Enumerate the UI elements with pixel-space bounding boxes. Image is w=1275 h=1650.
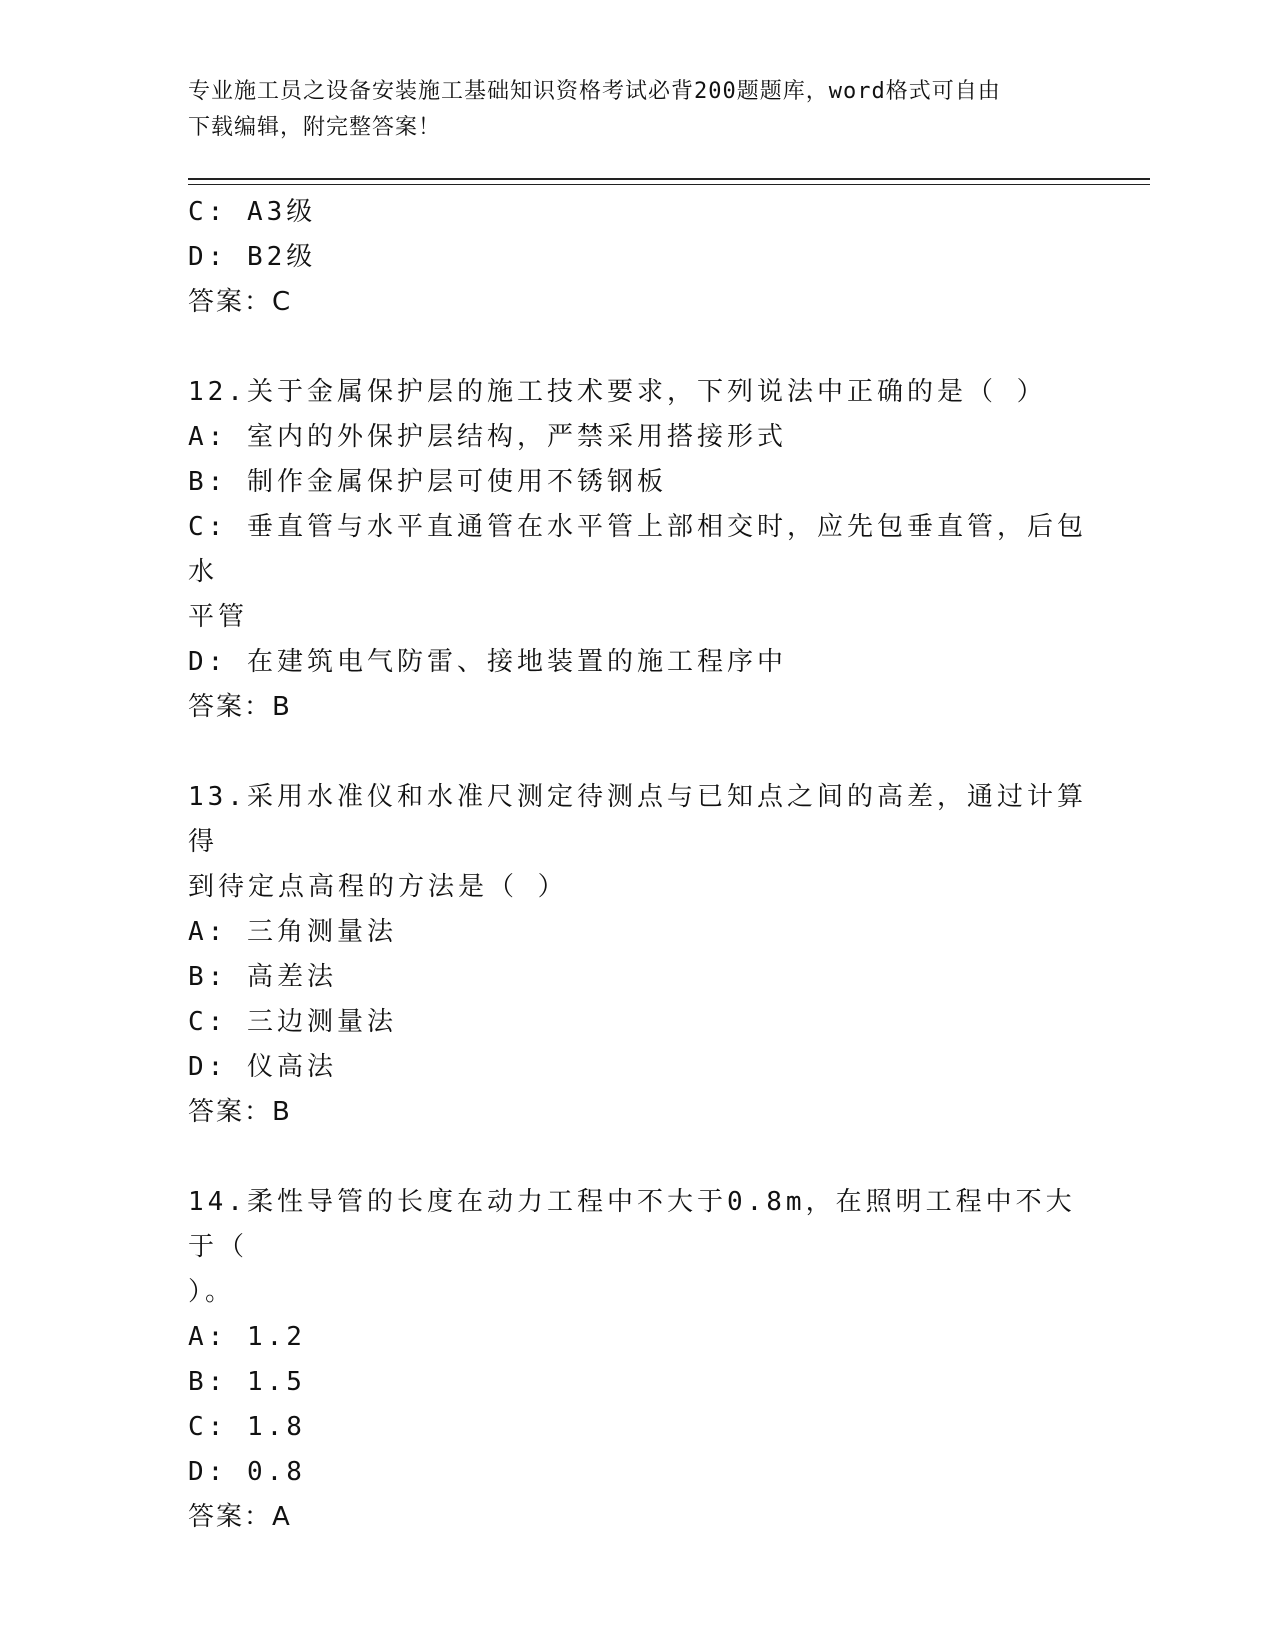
header-title-line-2: 下载编辑，附完整答案！ [188,115,442,140]
option-a: A: 1.2 [188,1322,306,1352]
question-stem: 14.柔性导管的长度在动力工程中不大于0.8m，在照明工程中不大于（ [188,1187,1076,1262]
header-divider-thin [188,184,1150,185]
option-c: C: 三边测量法 [188,1007,397,1037]
question-stem-continued: 到待定点高程的方法是（ ） [188,872,568,902]
header-divider-thick [188,178,1150,180]
option-c-continued: 平管 [188,602,249,632]
option-c: C: A3级 [188,197,317,227]
spacer [188,325,1088,370]
option-a: A: 室内的外保护层结构，严禁采用搭接形式 [188,422,787,452]
question-content [188,190,1088,1540]
option-d: D: 0.8 [188,1457,306,1487]
option-b: B: 高差法 [188,962,337,992]
option-b: B: 1.5 [188,1367,306,1397]
question-stem: 13.采用水准仪和水准尺测定待测点与已知点之间的高差，通过计算得 [188,782,1087,857]
option-d: D: 在建筑电气防雷、接地装置的施工程序中 [188,647,787,677]
answer-line: 答案：B [188,692,292,722]
header-title-line-1: 专业施工员之设备安装施工基础知识资格考试必背200题题库，word格式可自由 [188,79,1001,104]
option-c: C: 1.8 [188,1412,306,1442]
option-d: D: 仪高法 [188,1052,337,1082]
question-13 [188,775,1088,1135]
option-a: A: 三角测量法 [188,917,397,947]
option-b: B: 制作金属保护层可使用不锈钢板 [188,467,667,497]
spacer [188,1135,1088,1180]
document-header [188,74,1088,146]
question-14 [188,1180,1088,1540]
question-stem: 12.关于金属保护层的施工技术要求，下列说法中正确的是（ ） [188,377,1047,407]
question-12 [188,370,1088,730]
spacer [188,730,1088,775]
question-stem-continued: ）。 [188,1277,236,1307]
answer-line: 答案：A [188,1502,292,1532]
continued-question [188,190,1088,325]
option-c: C: 垂直管与水平直通管在水平管上部相交时，应先包垂直管，后包水 [188,512,1087,587]
answer-line: 答案：C [188,287,293,317]
option-d: D: B2级 [188,242,317,272]
answer-line: 答案：B [188,1097,292,1127]
